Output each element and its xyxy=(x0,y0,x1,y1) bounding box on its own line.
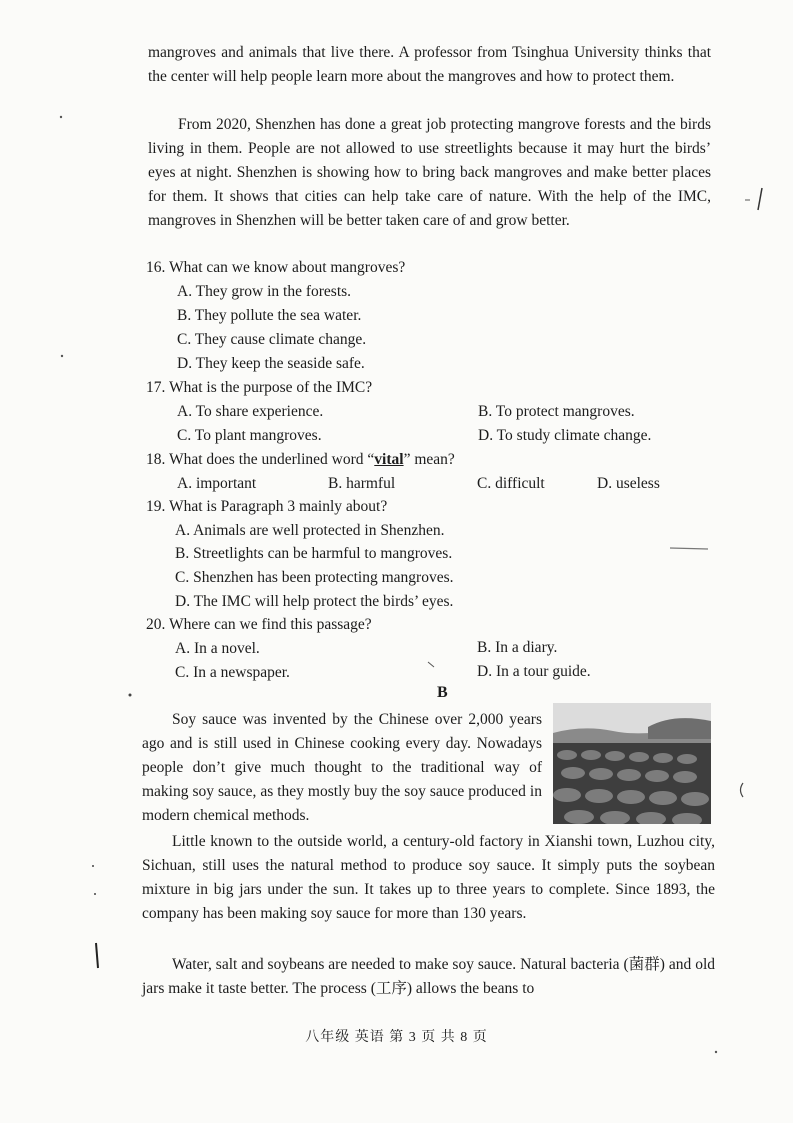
page-footer: 八年级 英语 第 3 页 共 8 页 xyxy=(305,1030,488,1045)
question-16-option-c[interactable]: C. They cause climate change. xyxy=(177,331,367,348)
question-19-option-b[interactable]: B. Streetlights can be harmful to mangroves. xyxy=(175,545,453,562)
question-16-option-d[interactable]: D. They keep the seaside safe. xyxy=(177,355,365,372)
passage-b-paragraph: Water, salt and soybeans are needed to make soy sauce. Natural bacteria (菌群) and old jars make it taste better. The process (工序) allows the beans to xyxy=(142,956,715,997)
question-16-option-a[interactable]: A. They grow in the forests. xyxy=(177,283,352,300)
question-19-option-d[interactable]: D. The IMC will help protect the birds’ eyes. xyxy=(175,593,454,610)
passage-a-paragraph: mangroves and animals that live there. A professor from Tsinghua University thinks that the center will help people learn more about the mangroves and how to protect them. xyxy=(148,44,711,85)
soy-sauce-jars-photo xyxy=(553,703,711,824)
question-20-option-a[interactable]: A. In a novel. xyxy=(175,640,260,657)
question-18-option-d[interactable]: D. useless xyxy=(597,475,660,492)
photo-illustration xyxy=(553,703,711,824)
question-16-option-b[interactable]: B. They pollute the sea water. xyxy=(177,307,362,324)
question-18-stem-prefix: 18. What does the underlined word “ xyxy=(146,451,375,468)
question-17-option-b[interactable]: B. To protect mangroves. xyxy=(478,403,635,420)
passage-b-paragraph: Soy sauce was invented by the Chinese over 2,000 years ago and is still used in Chinese cooking every day. Nowadays people don’t give much thought to the traditional way of making soy sauce, as they mostly buy the soy sauce produced in modern chemical methods. xyxy=(142,711,542,824)
underlined-word-vital: vital xyxy=(374,451,404,468)
question-16-stem: 16. What can we know about mangroves? xyxy=(146,259,406,276)
question-18-stem-suffix: ” mean? xyxy=(403,451,455,468)
section-b-heading: B xyxy=(437,684,448,701)
question-20-option-d[interactable]: D. In a tour guide. xyxy=(477,663,591,680)
question-17-option-c[interactable]: C. To plant mangroves. xyxy=(177,427,322,444)
question-20-stem: 20. Where can we find this passage? xyxy=(146,616,372,633)
question-18-option-c[interactable]: C. difficult xyxy=(477,475,545,492)
question-18-stem xyxy=(146,448,455,472)
passage-a-paragraph: From 2020, Shenzhen has done a great job protecting mangrove forests and the birds living in them. People are not allowed to use streetlights because it may hurt the birds’ eyes at night. Shenzhen is showing how to bring back mangroves and make better places for them. It shows that cities can help take care of nature. With the help of the IMC, mangroves in Shenzhen will be better taken care of and grow better. xyxy=(148,116,711,229)
question-17-option-a[interactable]: A. To share experience. xyxy=(177,403,324,420)
question-18-option-b[interactable]: B. harmful xyxy=(328,475,396,492)
passage-b-paragraph: Little known to the outside world, a century-old factory in Xianshi town, Luzhou city, Sichuan, still uses the natural method to produce soy sauce. It simply puts the soybean mixture in big jars under the sun. It takes up to three years to complete. Since 1893, the company has been making soy sauce for more than 130 years. xyxy=(142,833,715,922)
question-19-stem: 19. What is Paragraph 3 mainly about? xyxy=(146,498,388,515)
question-20-option-b[interactable]: B. In a diary. xyxy=(477,639,558,656)
question-19-option-a[interactable]: A. Animals are well protected in Shenzhen. xyxy=(175,522,445,539)
question-18-option-a[interactable]: A. important xyxy=(177,475,257,492)
question-17-stem: 17. What is the purpose of the IMC? xyxy=(146,379,373,396)
question-17-option-d[interactable]: D. To study climate change. xyxy=(478,427,652,444)
question-19-option-c[interactable]: C. Shenzhen has been protecting mangroves. xyxy=(175,569,454,586)
question-20-option-c[interactable]: C. In a newspaper. xyxy=(175,664,290,681)
